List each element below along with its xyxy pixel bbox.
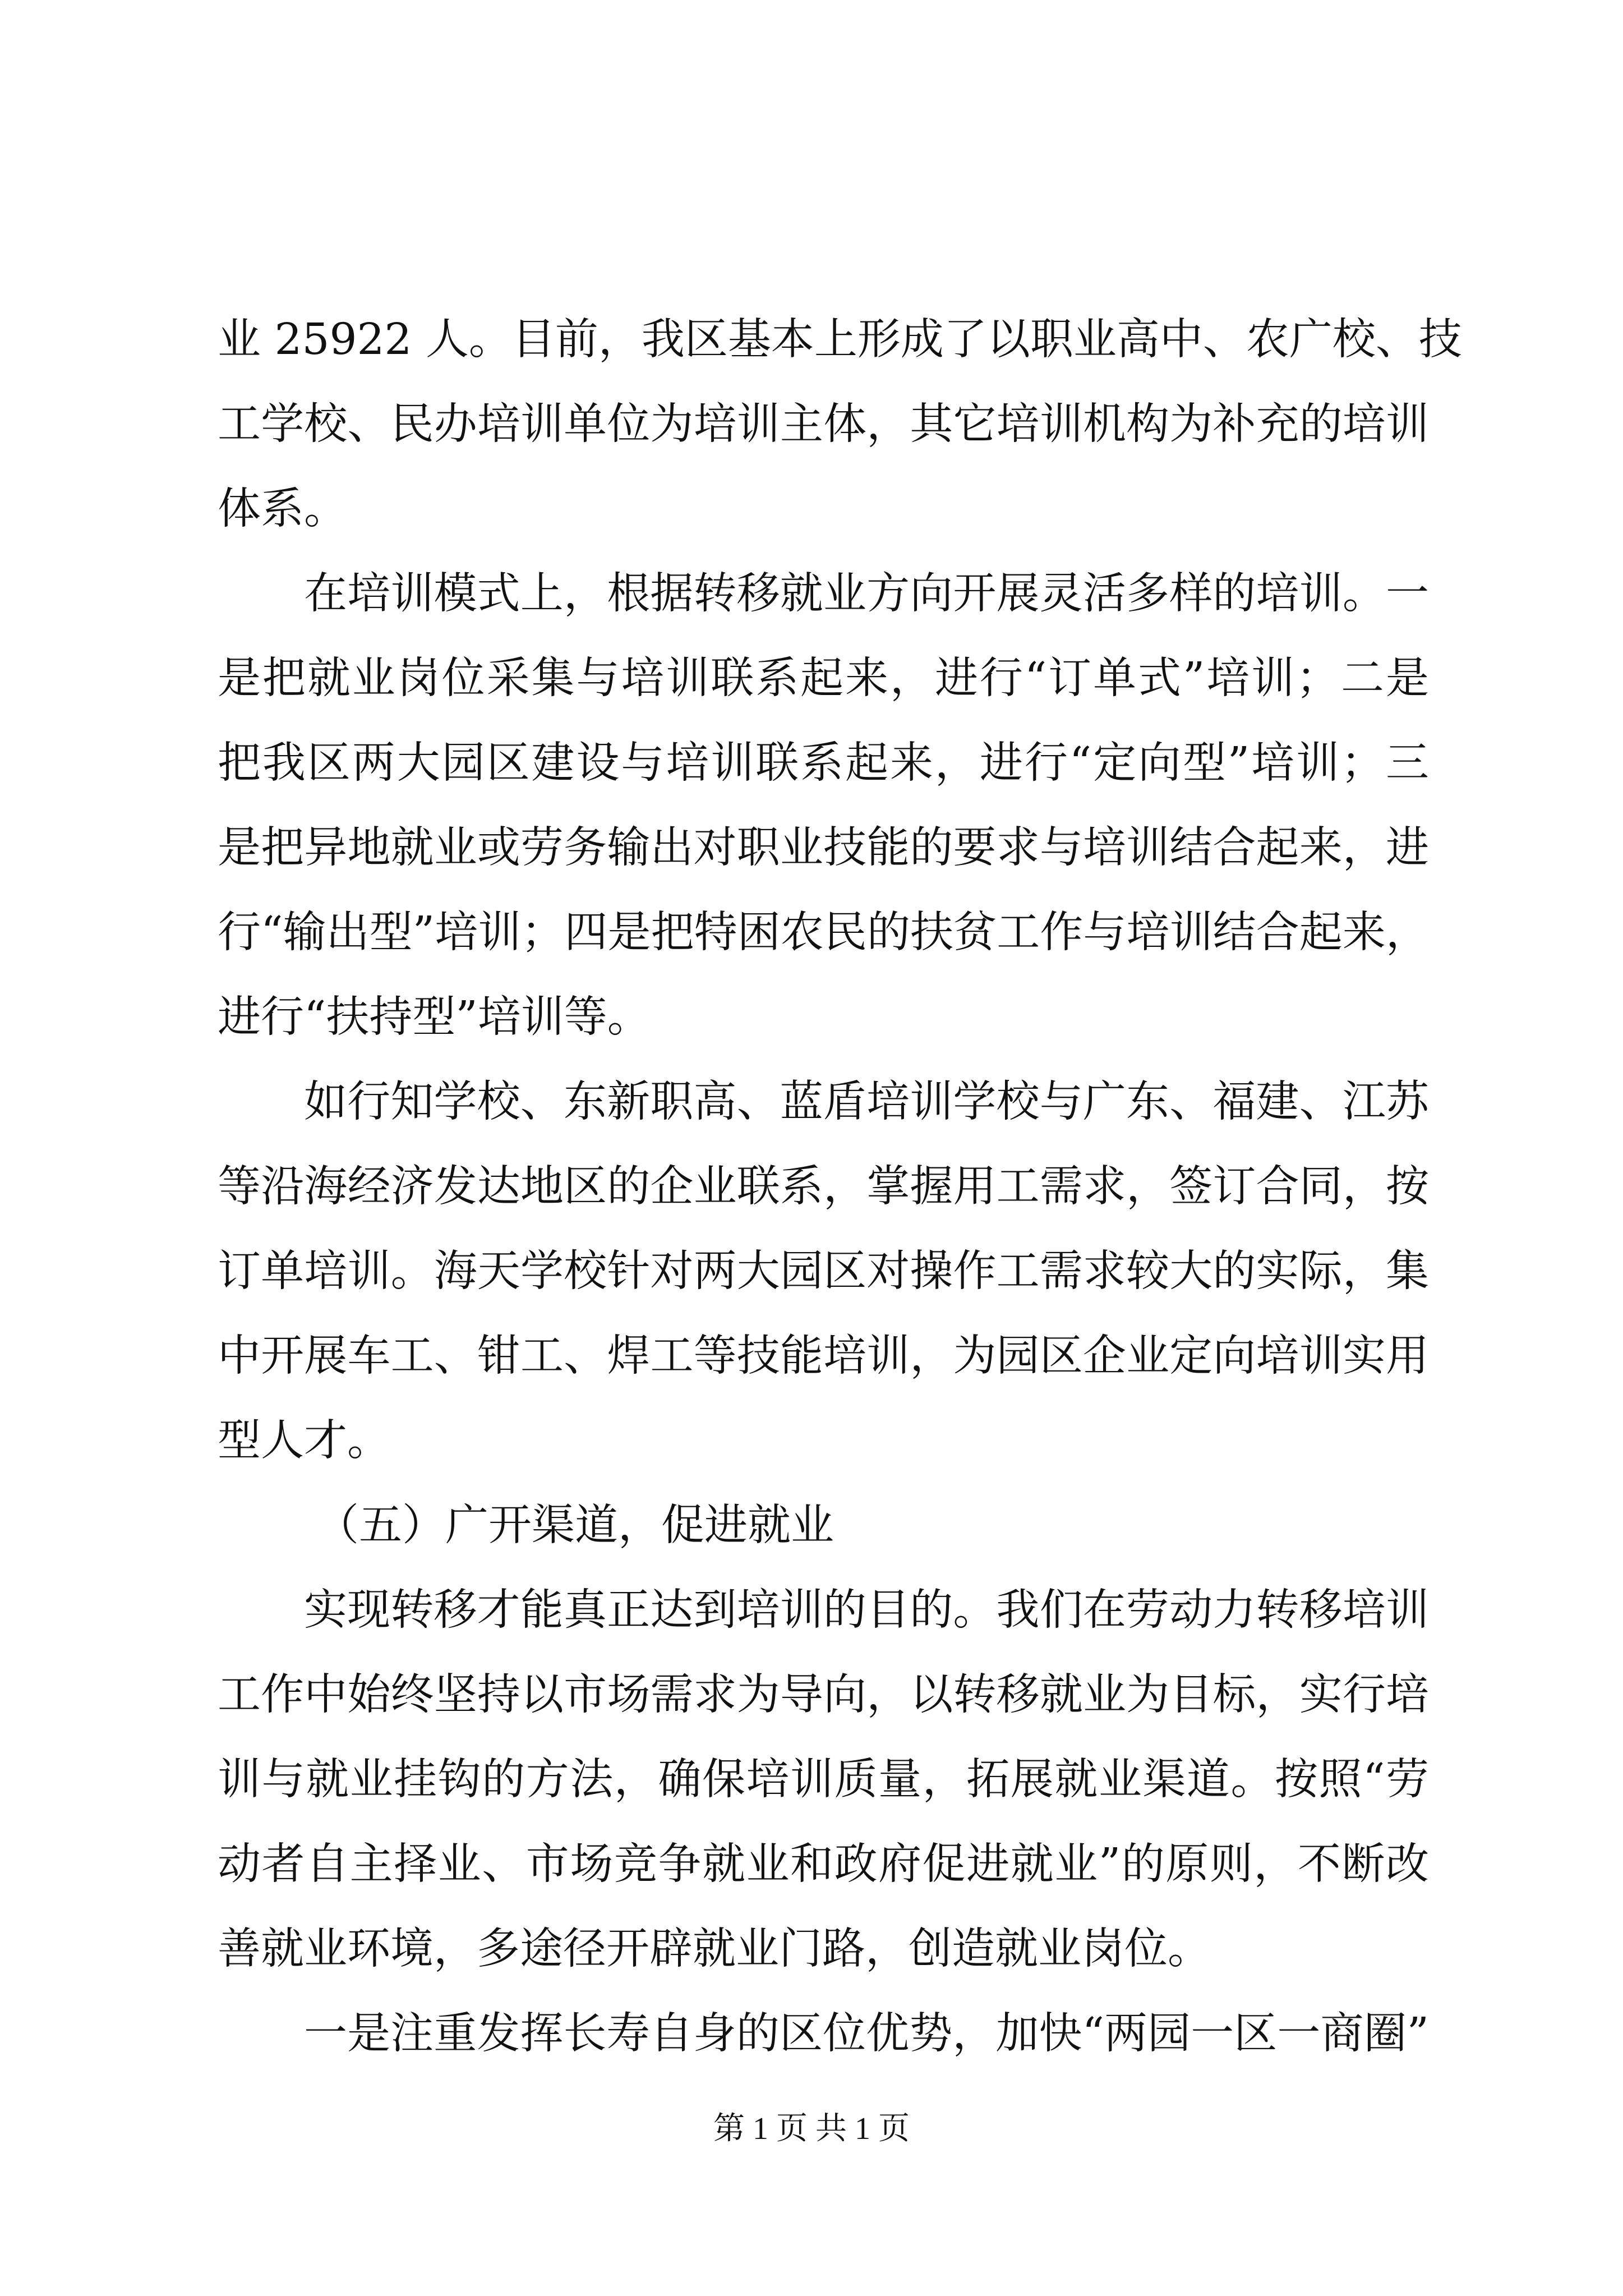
paragraph-first-line: 实现转移才能真正达到培训的目的。我们在劳动力转移培训 <box>304 1585 1429 1635</box>
text-line: 训与就业挂钩的方法，确保培训质量，拓展就业渠道。按照“劳 <box>218 1755 1429 1805</box>
section-heading: （五）广开渠道，促进就业 <box>316 1501 834 1550</box>
text-line: 等沿海经济发达地区的企业联系，掌握用工需求，签订合同，按 <box>218 1162 1429 1212</box>
paragraph-first-line: 在培训模式上，根据转移就业方向开展灵活多样的培训。一 <box>304 569 1429 619</box>
paragraph-first-line: 如行知学校、东新职高、蓝盾培训学校与广东、福建、江苏 <box>304 1077 1429 1127</box>
text-line: 是把就业岗位采集与培训联系起来，进行“订单式”培训；二是 <box>218 654 1429 703</box>
paragraph-first-line: 一是注重发挥长寿自身的区位优势，加快“两园一区一商圈” <box>304 2009 1429 2059</box>
text-line: 业 25922 人。目前，我区基本上形成了以职业高中、农广校、技 <box>218 315 1462 365</box>
document-body <box>218 297 1462 2076</box>
text-line: 把我区两大园区建设与培训联系起来，进行“定向型”培训；三 <box>218 738 1429 788</box>
text-line: 是把异地就业或劳务输出对职业技能的要求与培训结合起来，进 <box>218 823 1429 873</box>
text-line: 体系。 <box>218 484 347 534</box>
text-line: 动者自主择业、市场竞争就业和政府促进就业”的原则，不断改 <box>218 1839 1429 1889</box>
text-line: 订单培训。海天学校针对两大园区对操作工需求较大的实际，集 <box>218 1246 1429 1296</box>
text-line: 工学校、民办培训单位为培训主体，其它培训机构为补充的培训 <box>218 399 1429 449</box>
text-line: 行“输出型”培训；四是把特困农民的扶贫工作与培训结合起来， <box>218 908 1429 958</box>
text-line: 中开展车工、钳工、焊工等技能培训，为园区企业定向培训实用 <box>218 1331 1429 1381</box>
text-line: 进行“扶持型”培训等。 <box>218 992 651 1042</box>
text-line: 型人才。 <box>218 1416 390 1466</box>
text-line: 善就业环境，多途径开辟就业门路，创造就业岗位。 <box>218 1924 1211 1974</box>
page-footer: 第 1 页 共 1 页 <box>713 2111 910 2146</box>
text-line: 工作中始终坚持以市场需求为导向，以转移就业为目标，实行培 <box>218 1670 1429 1720</box>
